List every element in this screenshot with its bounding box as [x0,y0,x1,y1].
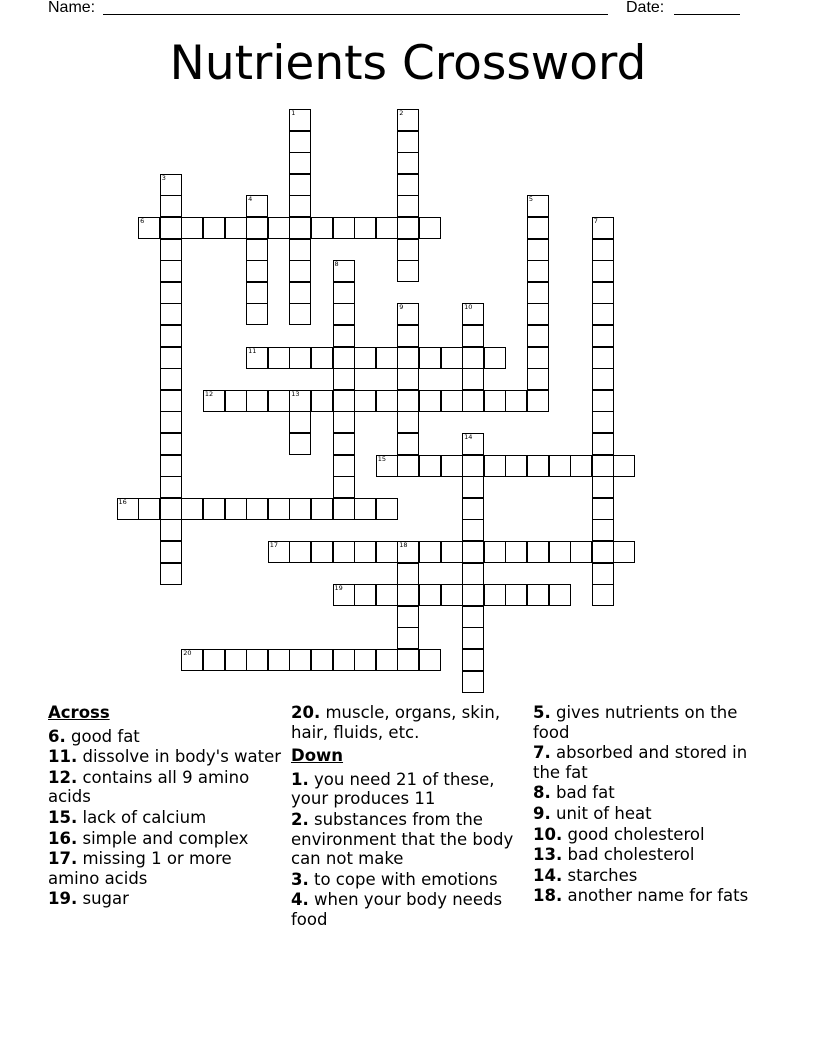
cell-number: 3 [161,173,166,182]
grid-cell[interactable] [268,541,290,563]
clue-number: 13. [533,845,563,865]
grid-cell[interactable] [441,541,463,563]
grid-cell[interactable] [160,498,182,520]
grid-cell[interactable] [419,541,441,563]
grid-cell[interactable] [181,498,203,520]
grid-cell[interactable] [333,303,355,325]
clue-text: contains all 9 amino acids [48,767,250,807]
grid-cell[interactable] [289,390,311,412]
clue-text: to cope with emotions [314,869,498,889]
cell-number: 17 [269,541,278,549]
grid-cell[interactable] [397,260,419,282]
grid-cell[interactable] [246,260,268,282]
across-clue [48,849,288,888]
clue-text: muscle, organs, skin, hair, fluids, etc. [291,703,501,742]
grid-cell[interactable] [311,649,333,671]
cell-number: 18 [399,541,408,549]
grid-cell[interactable] [333,347,355,369]
grid-cell[interactable] [527,368,549,390]
grid-cell[interactable] [397,606,419,628]
cell-number: 4 [248,195,253,204]
clue-number: 8. [533,783,551,803]
grid-cell[interactable] [527,455,549,477]
grid-cell[interactable] [462,433,484,455]
grid-cell[interactable] [289,239,311,261]
grid-cell[interactable] [311,498,333,520]
grid-cell[interactable] [549,455,571,477]
cell-number: 12 [204,389,214,398]
grid-cell[interactable] [527,541,549,563]
name-label: Name: [48,0,96,16]
grid-cell[interactable] [246,282,268,304]
cell-number: 15 [377,454,386,463]
down-clue [533,825,773,845]
cell-number: 2 [399,109,404,117]
grid-cell[interactable] [354,347,376,369]
grid-cell[interactable] [505,541,527,563]
grid-cell[interactable] [462,541,484,563]
down-clue [533,804,773,824]
grid-cell[interactable] [441,584,463,606]
down-heading: Down [291,746,344,766]
across-clue [48,829,288,849]
grid-cell[interactable] [397,325,419,347]
grid-cell[interactable] [181,649,203,671]
clue-number: 19. [48,889,78,909]
grid-cell[interactable] [592,368,614,390]
grid-cell[interactable] [268,217,290,239]
cell-number: 6 [140,217,145,225]
grid-cell[interactable] [570,455,592,477]
grid-cell[interactable] [289,131,311,153]
clue-text: sugar [82,889,129,909]
grid-cell[interactable] [441,347,463,369]
grid-cell[interactable] [160,368,182,390]
clue-text: lack of calcium [82,807,207,827]
grid-cell[interactable] [333,498,355,520]
across-clue [48,727,288,747]
grid-cell[interactable] [268,498,290,520]
grid-cell[interactable] [225,498,247,520]
grid-cell[interactable] [592,239,614,261]
grid-cell[interactable] [462,627,484,649]
grid-cell[interactable] [225,390,247,412]
grid-cell[interactable] [354,649,376,671]
grid-cell[interactable] [397,627,419,649]
grid-cell[interactable] [419,649,441,671]
grid-cell[interactable] [289,152,311,174]
grid-cell[interactable] [160,476,182,498]
grid-cell[interactable] [333,411,355,433]
grid-cell[interactable] [592,282,614,304]
grid-cell[interactable] [225,217,247,239]
grid-cell[interactable] [376,541,398,563]
grid-cell[interactable] [419,584,441,606]
clue-text: another name for fats [567,886,749,906]
grid-cell[interactable] [397,649,419,671]
grid-cell[interactable] [225,649,247,671]
grid-cell[interactable] [333,260,355,282]
grid-cell[interactable] [419,347,441,369]
grid-cell[interactable] [354,390,376,412]
clue-text: dissolve in body's water [82,747,282,767]
down-clue [533,783,773,803]
grid-cell[interactable] [419,390,441,412]
grid-cell[interactable] [376,217,398,239]
grid-cell[interactable] [592,303,614,325]
grid-cell[interactable] [333,433,355,455]
cell-number: 8 [334,260,339,269]
grid-cell[interactable] [333,217,355,239]
down-clue [533,886,773,906]
clue-text: substances from the environment that the body can not make [291,809,514,869]
grid-cell[interactable] [527,347,549,369]
grid-cell[interactable] [397,303,419,325]
cell-number: 16 [118,497,127,506]
clue-number: 14. [533,865,563,885]
grid-cell[interactable] [592,433,614,455]
grid-cell[interactable] [592,476,614,498]
grid-cell[interactable] [462,347,484,369]
grid-cell[interactable] [462,519,484,541]
across-clue [48,808,288,828]
grid-cell[interactable] [397,131,419,153]
grid-cell[interactable] [203,649,225,671]
grid-cell[interactable] [333,649,355,671]
name-field[interactable] [103,14,608,15]
grid-cell[interactable] [289,217,311,239]
grid-cell[interactable] [549,541,571,563]
grid-cell[interactable] [160,303,182,325]
grid-cell[interactable] [160,260,182,282]
down-clue [533,866,773,886]
clue-text: when your body needs food [291,890,503,929]
grid-cell[interactable] [246,217,268,239]
cell-number: 20 [183,649,192,657]
grid-cell[interactable] [289,649,311,671]
clue-text: bad fat [556,783,615,803]
grid-cell[interactable] [462,606,484,628]
grid-cell[interactable] [441,390,463,412]
grid-cell[interactable] [527,282,549,304]
grid-cell[interactable] [592,217,614,239]
grid-cell[interactable] [160,347,182,369]
grid-cell[interactable] [268,347,290,369]
clue-text: starches [567,865,638,885]
down-clue [291,770,531,809]
grid-cell[interactable] [246,303,268,325]
grid-cell[interactable] [462,649,484,671]
grid-cell[interactable] [289,411,311,433]
grid-cell[interactable] [160,390,182,412]
grid-cell[interactable] [289,109,311,131]
grid-cell[interactable] [333,455,355,477]
cell-number: 9 [399,303,404,312]
grid-cell[interactable] [505,390,527,412]
grid-cell[interactable] [117,498,139,520]
page-title: Nutrients Crossword [169,36,647,91]
clue-number: 1. [291,769,309,789]
date-field[interactable] [674,14,740,15]
header [48,0,748,20]
grid-cell[interactable] [246,498,268,520]
grid-cell[interactable] [160,519,182,541]
grid-cell[interactable] [527,303,549,325]
across-clues-col1 [48,703,288,910]
clue-number: 3. [291,869,309,889]
cell-number: 1 [291,109,296,117]
across-clue [48,747,288,767]
cell-number: 14 [464,433,473,441]
grid-cell[interactable] [289,174,311,196]
grid-cell[interactable] [333,282,355,304]
grid-cell[interactable] [527,584,549,606]
grid-cell[interactable] [376,649,398,671]
grid-cell[interactable] [160,455,182,477]
grid-cell[interactable] [311,347,333,369]
clues-col2 [291,703,531,931]
grid-cell[interactable] [160,433,182,455]
grid-cell[interactable] [592,584,614,606]
grid-cell[interactable] [160,282,182,304]
grid-cell[interactable] [527,217,549,239]
grid-cell[interactable] [138,498,160,520]
grid-cell[interactable] [527,260,549,282]
grid-cell[interactable] [333,390,355,412]
grid-cell[interactable] [203,498,225,520]
clue-text: simple and complex [82,828,249,848]
clue-text: absorbed and stored in the fat [533,743,748,782]
clue-number: 15. [48,807,78,827]
grid-cell[interactable] [592,411,614,433]
grid-cell[interactable] [289,260,311,282]
clue-number: 17. [48,849,78,869]
grid-cell[interactable] [462,303,484,325]
grid-cell[interactable] [354,498,376,520]
across-clue [48,768,288,807]
down-clue [291,890,531,929]
grid-cell[interactable] [376,390,398,412]
grid-cell[interactable] [160,563,182,585]
down-clues-col3 [533,703,773,907]
grid-cell[interactable] [268,390,290,412]
grid-cell[interactable] [311,541,333,563]
grid-cell[interactable] [592,541,614,563]
grid-cell[interactable] [462,455,484,477]
clue-text: good cholesterol [567,824,705,844]
grid-cell[interactable] [592,325,614,347]
clue-text: gives nutrients on the food [533,703,738,742]
clue-number: 11. [48,747,78,767]
down-clue [533,743,773,782]
grid-cell[interactable] [246,649,268,671]
grid-cell[interactable] [397,390,419,412]
grid-cell[interactable] [289,303,311,325]
grid-cell[interactable] [289,433,311,455]
grid-cell[interactable] [397,411,419,433]
grid-cell[interactable] [181,217,203,239]
clue-number: 20. [291,703,321,722]
clue-number: 7. [533,743,551,763]
grid-cell[interactable] [376,498,398,520]
grid-cell[interactable] [484,347,506,369]
grid-cell[interactable] [311,390,333,412]
clue-text: unit of heat [556,803,652,823]
clue-number: 5. [533,703,551,722]
grid-cell[interactable] [484,390,506,412]
grid-cell[interactable] [354,217,376,239]
grid-cell[interactable] [203,217,225,239]
grid-cell[interactable] [462,671,484,693]
grid-cell[interactable] [333,476,355,498]
grid-cell[interactable] [160,217,182,239]
grid-cell[interactable] [160,174,182,196]
clue-number: 2. [291,809,309,829]
grid-cell[interactable] [397,109,419,131]
clue-number: 18. [533,886,563,906]
clue-text: missing 1 or more amino acids [48,849,232,888]
clue-number: 6. [48,726,66,746]
grid-cell[interactable] [289,282,311,304]
grid-cell[interactable] [484,455,506,477]
clue-text: you need 21 of these, your produces 11 [291,769,495,809]
across-clue [291,703,531,742]
date-label: Date: [626,0,665,16]
grid-cell[interactable] [376,584,398,606]
grid-cell[interactable] [376,347,398,369]
grid-cell[interactable] [613,541,635,563]
grid-cell[interactable] [138,217,160,239]
across-clue [48,889,288,909]
grid-cell[interactable] [397,347,419,369]
grid-cell[interactable] [462,390,484,412]
grid-cell[interactable] [160,239,182,261]
cell-number: 7 [593,217,598,225]
clue-text: bad cholesterol [567,845,695,865]
grid-cell[interactable] [592,563,614,585]
grid-cell[interactable] [246,195,268,217]
clue-number: 12. [48,767,78,787]
grid-cell[interactable] [570,541,592,563]
grid-cell[interactable] [289,541,311,563]
grid-cell[interactable] [592,455,614,477]
grid-cell[interactable] [160,541,182,563]
grid-cell[interactable] [354,541,376,563]
grid-cell[interactable] [527,325,549,347]
grid-cell[interactable] [592,347,614,369]
grid-cell[interactable] [246,347,268,369]
grid-cell[interactable] [397,217,419,239]
grid-cell[interactable] [333,584,355,606]
cell-number: 13 [291,389,300,398]
down-clue [533,845,773,865]
grid-cell[interactable] [246,390,268,412]
cell-number: 19 [334,584,343,593]
grid-cell[interactable] [462,584,484,606]
grid-cell[interactable] [462,476,484,498]
grid-cell[interactable] [527,239,549,261]
cell-number: 10 [464,303,473,312]
clue-number: 16. [48,828,78,848]
grid-cell[interactable] [592,390,614,412]
grid-cell[interactable] [397,584,419,606]
grid-cell[interactable] [505,455,527,477]
grid-cell[interactable] [203,390,225,412]
down-clue [291,870,531,890]
grid-cell[interactable] [397,368,419,390]
down-clue [533,703,773,742]
grid-cell[interactable] [289,498,311,520]
grid-cell[interactable] [333,368,355,390]
cell-number: 5 [528,195,534,204]
clue-number: 4. [291,890,309,910]
grid-cell[interactable] [333,325,355,347]
across-heading: Across [48,703,110,722]
grid-cell[interactable] [289,347,311,369]
grid-cell[interactable] [246,239,268,261]
clue-text: good fat [71,726,140,746]
grid-cell[interactable] [441,455,463,477]
grid-cell[interactable] [160,411,182,433]
grid-cell[interactable] [419,455,441,477]
grid-cell[interactable] [376,455,398,477]
grid-cell[interactable] [592,498,614,520]
grid-cell[interactable] [419,217,441,239]
grid-cell[interactable] [354,584,376,606]
grid-cell[interactable] [397,433,419,455]
grid-cell[interactable] [311,217,333,239]
grid-cell[interactable] [613,455,635,477]
grid-cell[interactable] [397,455,419,477]
grid-cell[interactable] [527,390,549,412]
grid-cell[interactable] [397,195,419,217]
clue-number: 10. [533,824,563,844]
grid-cell[interactable] [462,498,484,520]
grid-cell[interactable] [397,152,419,174]
down-clue [291,810,531,869]
grid-cell[interactable] [549,584,571,606]
grid-cell[interactable] [333,541,355,563]
grid-cell[interactable] [484,541,506,563]
grid-cell[interactable] [289,195,311,217]
clue-number: 9. [533,803,551,823]
grid-cell[interactable] [160,325,182,347]
grid-cell[interactable] [462,368,484,390]
grid-cell[interactable] [268,649,290,671]
grid-cell[interactable] [397,563,419,585]
grid-cell[interactable] [462,325,484,347]
cell-number: 11 [248,346,257,355]
grid-cell[interactable] [592,519,614,541]
grid-cell[interactable] [462,563,484,585]
grid-cell[interactable] [484,584,506,606]
grid-cell[interactable] [160,195,182,217]
grid-cell[interactable] [397,541,419,563]
grid-cell[interactable] [592,260,614,282]
grid-cell[interactable] [527,195,549,217]
grid-cell[interactable] [397,174,419,196]
grid-cell[interactable] [505,584,527,606]
grid-cell[interactable] [397,239,419,261]
